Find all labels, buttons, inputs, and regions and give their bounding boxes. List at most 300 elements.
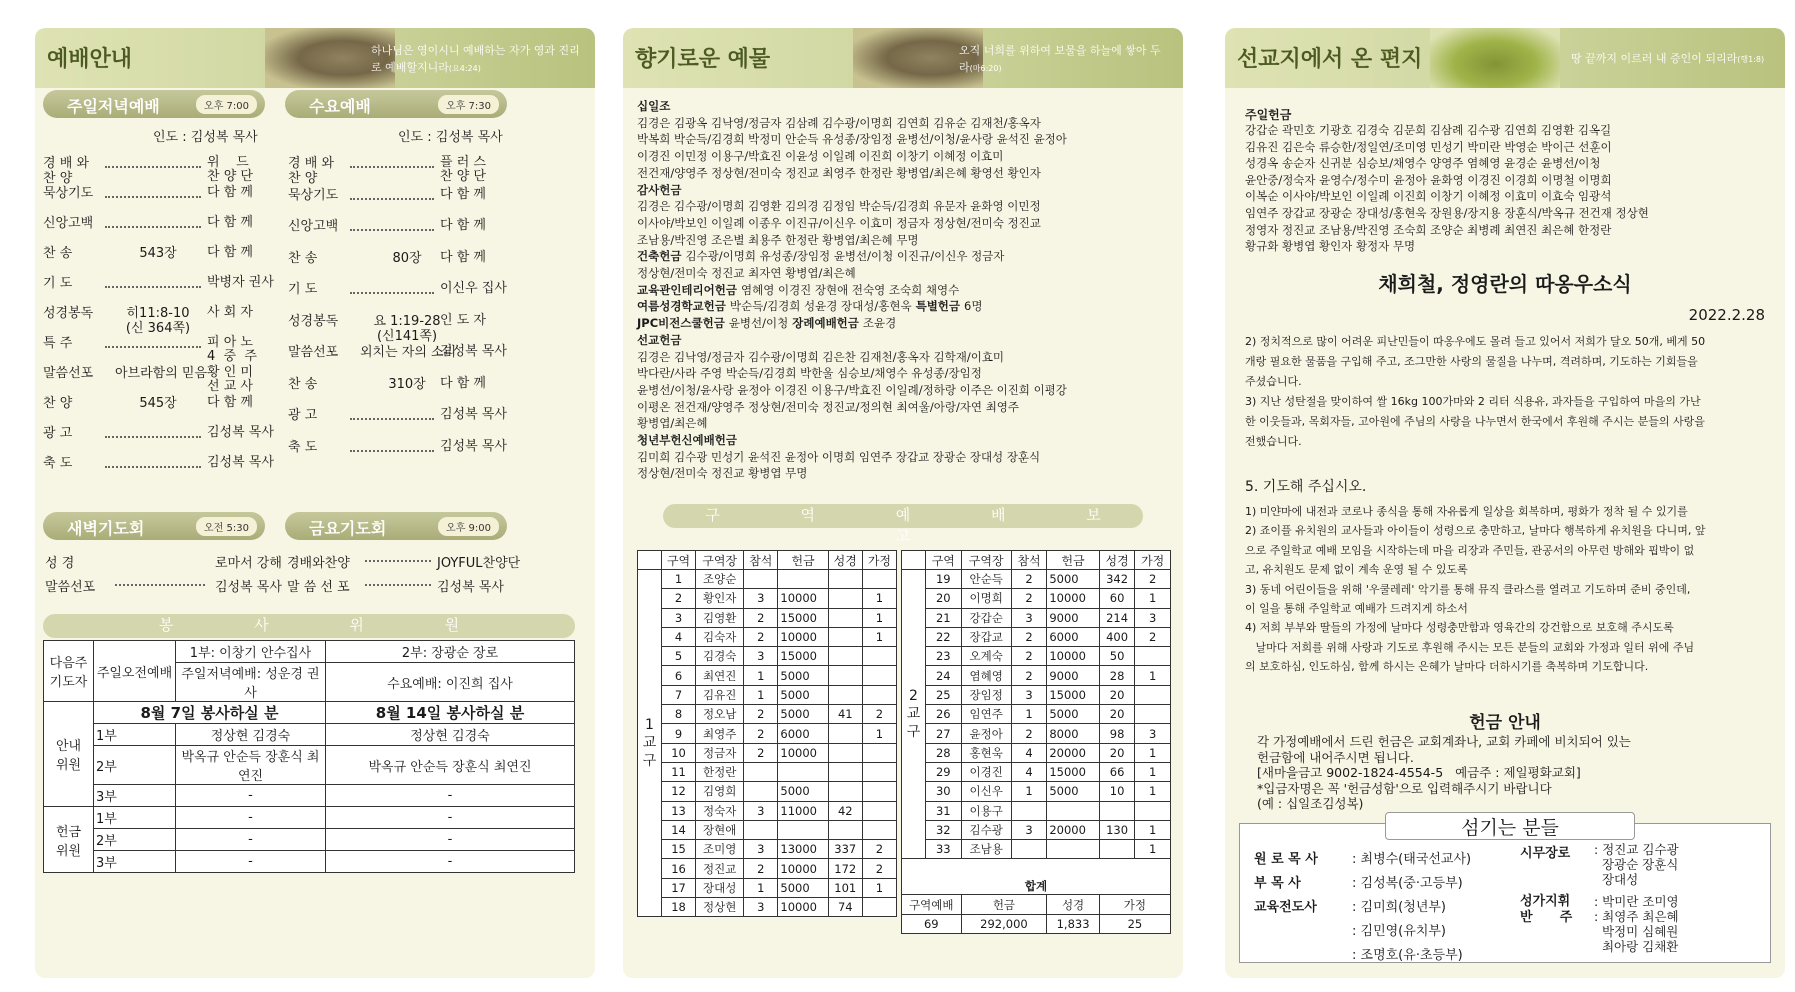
leader-dots xyxy=(105,190,201,198)
table-cell: 장대성 xyxy=(696,878,744,897)
offering-names: 이복순 이사야/박보인 이일례 이진희 이창기 이혜정 이효미 이효숙 임광석 xyxy=(1245,189,1612,204)
sunday-morning-label: 주일오전예배 xyxy=(94,641,176,702)
table-cell: 1 xyxy=(862,724,896,743)
server-role: 시무장로 xyxy=(1520,846,1571,861)
order-item-leader: 박병자 권사 xyxy=(207,275,274,290)
offering-line xyxy=(637,382,1177,399)
part1-prayer: 1부: 이창기 안수집사 xyxy=(176,641,326,663)
leader-dots xyxy=(350,412,434,420)
table-cell: 김유진 xyxy=(696,685,744,704)
news-body xyxy=(1245,332,1705,452)
table-cell: 홍현욱 xyxy=(961,743,1011,762)
empty-cell: - xyxy=(326,829,575,851)
table-cell: 김경숙 xyxy=(696,647,744,666)
server-name: : 김민영(유치부) xyxy=(1352,924,1447,939)
panel-title: 선교지에서 온 편지 xyxy=(1237,47,1423,72)
part-label: 3부 xyxy=(94,851,176,873)
dawn-prayer-pill xyxy=(43,512,265,540)
order-item-label: 묵상기도 xyxy=(43,186,94,201)
usher-names: 박옥규 안순득 장훈식 최연진 xyxy=(326,746,575,785)
table-cell: 안순득 xyxy=(961,570,1011,589)
table-cell: 김영희 xyxy=(696,782,744,801)
table-cell: 18 xyxy=(662,898,696,917)
leader-dots xyxy=(105,280,201,288)
table-cell: 15000 xyxy=(778,647,828,666)
order-item-leader: 다 함 께 xyxy=(207,395,253,410)
guide-line: *입금자명은 꼭 '헌금성함'으로 입력해주시기 바랍니다 xyxy=(1257,780,1552,796)
table-cell: 1 xyxy=(862,608,896,627)
news-title: 채희철, 정영란의 따옹우소식 xyxy=(1378,272,1632,296)
table-cell: 20 xyxy=(1099,743,1135,762)
offering-line xyxy=(637,198,1177,215)
district-report-table-1 xyxy=(637,550,897,917)
table-cell: 1 xyxy=(1135,666,1171,685)
section-time: 오전 5:30 xyxy=(196,517,257,536)
offering-names: 황병엽/최은혜 xyxy=(637,416,708,431)
table-cell: 1 xyxy=(1135,589,1171,608)
order-item-label: 성경봉독 xyxy=(43,306,94,321)
offering-names: 김유진 김은숙 류승한/정일연/조미영 민성기 박미란 박영순 박이근 선훈이 xyxy=(1245,139,1612,154)
order-item-leader: 다 함 께 xyxy=(440,186,486,202)
prayer-body xyxy=(1245,502,1706,677)
offering-line xyxy=(637,365,1177,382)
order-item-leader: 김성복 목사 xyxy=(207,455,274,470)
table-row xyxy=(638,782,897,801)
part-label: 2부 xyxy=(94,746,176,785)
leader-dots xyxy=(105,460,201,468)
total-value: 25 xyxy=(1099,914,1170,933)
table-cell: 19 xyxy=(926,570,962,589)
table-cell: 21 xyxy=(926,608,962,627)
table-cell: 정금자 xyxy=(696,743,744,762)
empty-cell: - xyxy=(326,851,575,873)
group-header xyxy=(902,551,926,570)
offering-names: 김경은 김광옥 김낙영/정금자 김삼례 김수광/이명희 김연희 김유순 김재천/홍옥자 xyxy=(637,115,1041,130)
table-cell: 10000 xyxy=(778,743,828,762)
offering-heading: 장례예배헌금 xyxy=(788,316,863,331)
leader-dots xyxy=(105,160,201,168)
table-cell: 31 xyxy=(926,801,962,820)
table-row xyxy=(902,589,1171,608)
news-date: 2022.2.28 xyxy=(1688,306,1765,324)
offering-names: 이평온 전건재/양영주 정상현/전미숙 정진교/정의현 최여울/아랑/자연 최영주 xyxy=(637,399,1020,414)
leader-line: 인도 : 김성복 목사 xyxy=(398,130,503,145)
usher-label: 안내 위원 xyxy=(44,702,94,807)
server-name: : 최병수(태국선교사) xyxy=(1352,852,1472,867)
table-row xyxy=(638,724,897,743)
guide-line: (예 : 십일조김성복) xyxy=(1257,796,1364,812)
table-row xyxy=(638,589,897,608)
prayer-line: 고, 유치원도 문제 없이 계속 운영 될 수 있도록 xyxy=(1245,563,1468,577)
order-item-leader: 황 인 미 선 교 사 xyxy=(207,365,253,394)
news-line: 한 이웃들과, 목회자들, 고아원에 주님의 사랑을 나누면서 한국에서 후원해 주시는 분들의 사랑을 xyxy=(1245,415,1705,428)
table-cell: 25 xyxy=(926,685,962,704)
table-row xyxy=(638,801,897,820)
table-cell: 8 xyxy=(662,705,696,724)
order-item-label: 찬 양 xyxy=(43,396,73,411)
friday-value: 김성복 목사 xyxy=(437,580,504,595)
prayer-line: 2) 죠이플 유치원의 교사들과 아이들이 성령으로 충만하고, 날마다 행복하게 유치원을 다니며, 앞 xyxy=(1245,524,1706,538)
leader-dots xyxy=(365,554,431,562)
table-cell: 5000 xyxy=(1047,570,1099,589)
section-time: 오후 7:00 xyxy=(196,95,257,114)
table-cell: 1 xyxy=(744,685,778,704)
table-cell: 130 xyxy=(1099,820,1135,839)
order-item-leader: 김성복 목사 xyxy=(440,438,507,454)
leader-dots xyxy=(105,220,201,228)
table-cell xyxy=(862,647,896,666)
order-item-detail: 543장 xyxy=(139,246,177,261)
header-verse: 하나님은 영이시니 예배하는 자가 영과 진리로 예배할지니라(요4:24) xyxy=(371,44,580,74)
offering-names: 정영자 정진교 조남용/박진영 조숙희 조양순 최병례 최연진 최은혜 한정란 xyxy=(1245,222,1612,237)
part2-prayer: 2부: 장광순 장로 xyxy=(326,641,575,663)
table-cell: 20000 xyxy=(1047,820,1099,839)
offering-line xyxy=(637,349,1177,366)
offerings-header xyxy=(623,28,1183,88)
table-cell: 4 xyxy=(662,627,696,646)
guide-line: 각 가정예배에서 드린 헌금은 교회계좌나, 교회 카페에 비치되어 있는 xyxy=(1257,734,1631,749)
order-item-label: 경 배 와 찬 양 xyxy=(43,156,89,186)
table-header-row xyxy=(638,551,897,570)
table-cell xyxy=(778,570,828,589)
news-line: 3) 지난 성탄절을 맞이하여 쌀 16kg 100가마와 2 리터 식용유, 과자들을 구입하여 마을의 가난 xyxy=(1245,395,1701,408)
empty-cell: - xyxy=(176,807,326,829)
offering-committee-label: 헌금 위원 xyxy=(44,807,94,873)
order-item-leader: 피 아 노 4 중 주 xyxy=(207,335,257,364)
table-cell: 한정란 xyxy=(696,762,744,781)
table-cell: 15 xyxy=(662,840,696,859)
table-cell: 20 xyxy=(926,589,962,608)
table-cell: 28 xyxy=(1099,666,1135,685)
offering-names: 정상현/전미숙 정진교 황병엽 무명 xyxy=(637,466,808,481)
table-cell: 27 xyxy=(926,724,962,743)
offering-heading: 건축헌금 xyxy=(637,249,686,264)
table-cell xyxy=(1047,840,1099,859)
table-cell: 2 xyxy=(1135,627,1171,646)
table-cell: 1 xyxy=(862,589,896,608)
offering-line xyxy=(637,232,1177,249)
offering-names: 임연주 장갑교 장광순 장대성/홍현욱 장원용/장지용 장훈식/박옥규 전건재 정상현 xyxy=(1245,205,1649,220)
table-cell xyxy=(862,685,896,704)
table-cell: 10000 xyxy=(1047,647,1099,666)
news-line: 주셨습니다. xyxy=(1245,375,1302,388)
district-report-table-2 xyxy=(901,550,1171,934)
table-cell: 5000 xyxy=(778,666,828,685)
table-cell: 50 xyxy=(1099,647,1135,666)
table-cell: 9 xyxy=(662,724,696,743)
table-cell: 10000 xyxy=(1047,589,1099,608)
column-header: 헌금 xyxy=(778,551,828,570)
friday-label: 경배와찬양 xyxy=(287,556,350,571)
offering-heading: 선교헌금 xyxy=(637,332,682,347)
table-cell: 3 xyxy=(1135,724,1171,743)
offering-names: 김경은 김낙영/정금자 김수광/이명희 김은찬 김재천/홍옥자 김학재/이효미 xyxy=(637,349,1005,364)
offering-heading: 교육관인테리어헌금 xyxy=(637,282,741,297)
column-header: 구역 xyxy=(662,551,696,570)
order-item-leader: 인 도 자 xyxy=(440,312,486,328)
table-cell: 최연진 xyxy=(696,666,744,685)
section-title: 수요예배 xyxy=(309,97,371,116)
table-cell: 3 xyxy=(744,801,778,820)
leader-dots xyxy=(350,223,434,231)
table-cell: 1 xyxy=(1135,840,1171,859)
table-cell: 400 xyxy=(1099,627,1135,646)
table-cell: 이명희 xyxy=(961,589,1011,608)
table-cell: 172 xyxy=(828,859,862,878)
table-cell: 2 xyxy=(744,627,778,646)
table-cell: 5000 xyxy=(778,878,828,897)
table-cell: 5 xyxy=(662,647,696,666)
table-cell: 15000 xyxy=(778,608,828,627)
table-cell: 2 xyxy=(662,589,696,608)
total-header: 성경 xyxy=(1047,895,1099,914)
table-cell: 강갑순 xyxy=(961,608,1011,627)
servers-title: 섬기는 분들 xyxy=(1385,812,1635,840)
table-row xyxy=(638,898,897,917)
empty-cell: - xyxy=(176,851,326,873)
table-cell xyxy=(744,820,778,839)
table-cell xyxy=(828,724,862,743)
table-cell: 염혜영 xyxy=(961,666,1011,685)
column-header: 구역장 xyxy=(961,551,1011,570)
wednesday-pill xyxy=(285,90,507,118)
friday-value: JOYFUL찬양단 xyxy=(437,556,521,571)
table-cell: 이경진 xyxy=(961,762,1011,781)
table-cell xyxy=(744,762,778,781)
service-committee-table xyxy=(43,640,575,873)
table-cell: 10000 xyxy=(778,859,828,878)
offering-line xyxy=(637,98,1177,115)
dawn-label: 성 경 xyxy=(45,556,75,571)
part-label: 1부 xyxy=(94,724,176,746)
table-cell: 101 xyxy=(828,878,862,897)
table-cell: 정오남 xyxy=(696,705,744,724)
mission-letter-header xyxy=(1225,28,1785,88)
table-cell: 3 xyxy=(662,608,696,627)
worship-info-panel xyxy=(35,28,595,978)
table-cell: 11 xyxy=(662,762,696,781)
order-item-detail: 요 1:19-28 (신141쪽) xyxy=(373,313,441,344)
table-cell: 조양순 xyxy=(696,570,744,589)
table-cell xyxy=(828,820,862,839)
leader-dots xyxy=(350,160,434,168)
leader-dots xyxy=(105,430,201,438)
table-cell: 26 xyxy=(926,705,962,724)
friday-prayer-pill xyxy=(285,512,507,540)
total-header: 가정 xyxy=(1099,895,1170,914)
order-item-label: 성경봉독 xyxy=(288,313,339,329)
group-label: 2 교 구 xyxy=(902,570,926,859)
table-cell: 정상현 xyxy=(696,898,744,917)
offering-names: 6명 xyxy=(964,299,983,314)
table-row xyxy=(902,666,1171,685)
table-cell: 2 xyxy=(1011,570,1047,589)
table-cell: 33 xyxy=(926,840,962,859)
offering-list xyxy=(637,98,1177,482)
order-item-label: 신앙고백 xyxy=(43,216,94,231)
table-cell: 15000 xyxy=(1047,762,1099,781)
table-cell: 20000 xyxy=(1047,743,1099,762)
order-item-leader: 이신우 집사 xyxy=(440,281,507,296)
table-cell: 2 xyxy=(862,840,896,859)
table-cell: 6000 xyxy=(1047,627,1099,646)
table-row xyxy=(638,820,897,839)
leader-dots xyxy=(350,192,434,200)
table-cell: 장현애 xyxy=(696,820,744,839)
table-row xyxy=(638,743,897,762)
table-cell xyxy=(828,762,862,781)
table-cell xyxy=(828,685,862,704)
table-cell: 337 xyxy=(828,840,862,859)
table-cell xyxy=(862,898,896,917)
table-cell: 3 xyxy=(744,898,778,917)
empty-cell: - xyxy=(326,785,575,807)
order-item-detail: 외치는 자의 소리 xyxy=(360,345,457,360)
order-item-label: 축 도 xyxy=(288,439,318,455)
section-title: 새벽기도회 xyxy=(67,519,145,538)
table-cell xyxy=(1135,801,1171,820)
server-name: : 박미란 조미영 : 최영주 최은혜 박정미 심혜원 최아랑 김채환 xyxy=(1594,894,1679,954)
table-cell xyxy=(828,627,862,646)
prayer-line: 으로 주일학교 예배 모임을 시작하는데 마을 리장과 주민들, 관공서의 아무런 방해와 핍박이 없 xyxy=(1245,543,1695,557)
panel-title: 예배안내 xyxy=(47,47,133,72)
offering-line xyxy=(637,248,1177,265)
order-item-leader: 김성복 목사 xyxy=(440,344,507,359)
news-line: 2) 정치적으로 많이 어려운 피난민들이 따옹우에도 몰려 들고 있어서 저희가 달오 50개, 베게 50 xyxy=(1245,335,1706,348)
district-report-band: 구 역 예 배 보 고 xyxy=(663,504,1143,528)
table-cell: 1 xyxy=(1135,743,1171,762)
prayer-line: 4) 저희 부부와 딸들의 가정에 날마다 성령충만함과 영육간의 강건함으로 보호해 주시도록 xyxy=(1245,621,1674,635)
table-row xyxy=(902,782,1171,801)
table-cell: 2 xyxy=(744,724,778,743)
table-cell: 이용구 xyxy=(961,801,1011,820)
offering-names: 박복희 박순득/김경희 박정미 안순득 유성종/장임정 윤병선/이청/윤사랑 윤석진 윤정아 xyxy=(637,132,1067,147)
offering-names: 성경옥 송순자 신귀분 심승보/채영수 양영주 염혜영 윤경순 윤병선/이청 xyxy=(1245,156,1601,171)
total-value: 292,000 xyxy=(961,914,1047,933)
order-item-detail: 아브라함의 믿음 xyxy=(115,366,208,381)
table-cell xyxy=(828,666,862,685)
table-cell: 5000 xyxy=(778,685,828,704)
section-time: 오후 9:00 xyxy=(438,517,499,536)
server-role: 원 로 목 사 xyxy=(1254,852,1318,867)
sunday-offering-list xyxy=(1245,122,1649,255)
order-item-label: 묵상기도 xyxy=(288,187,339,203)
prayer-line: 날마다 저희를 위해 사랑과 기도로 후원해 주시는 모든 분들의 교회와 가정과 일터 위에 주님 xyxy=(1245,640,1695,654)
table-cell: 8000 xyxy=(1047,724,1099,743)
table-cell xyxy=(1135,647,1171,666)
group-label: 1 교 구 xyxy=(638,570,662,917)
leader-dots xyxy=(350,444,434,452)
order-item-label: 말씀선포 xyxy=(288,345,339,360)
table-cell: 9000 xyxy=(1047,666,1099,685)
table-cell: 3 xyxy=(1011,685,1047,704)
table-row xyxy=(638,762,897,781)
table-cell: 4 xyxy=(1011,743,1047,762)
table-row xyxy=(902,762,1171,781)
order-item-label: 광 고 xyxy=(288,408,318,423)
offering-names: 김경은 김수광/이명희 김영환 김의경 김정임 박순득/김경희 유문자 윤화영 이민정 xyxy=(637,199,1041,214)
order-item-label: 기 도 xyxy=(43,276,73,291)
table-cell: 11000 xyxy=(778,801,828,820)
table-cell xyxy=(1099,801,1135,820)
table-cell: 1 xyxy=(1135,782,1171,801)
table-cell: 7 xyxy=(662,685,696,704)
offering-names: 윤안중/정숙자 윤영수/정수미 윤정아 윤화영 이경진 이경희 이명철 이명희 xyxy=(1245,172,1612,187)
table-cell: 윤정아 xyxy=(961,724,1011,743)
dawn-label: 말씀선포 xyxy=(45,580,96,595)
news-line: 개랑 필요한 물품을 구입해 주고, 조그만한 사랑의 물질을 나누며, 격려하며, 기도하는 기회들을 xyxy=(1245,355,1698,368)
offering-line xyxy=(637,432,1177,449)
table-row xyxy=(902,570,1171,589)
mission-letter-panel xyxy=(1225,28,1785,978)
table-cell: 9000 xyxy=(1047,608,1099,627)
order-item-label: 말씀선포 xyxy=(43,366,94,381)
order-item-leader: 사 회 자 xyxy=(207,305,253,320)
leader-dots xyxy=(365,578,431,586)
table-cell: 조미영 xyxy=(696,840,744,859)
table-cell xyxy=(1011,801,1047,820)
offering-line xyxy=(637,332,1177,349)
table-cell xyxy=(862,782,896,801)
total-value: 1,833 xyxy=(1047,914,1099,933)
table-cell xyxy=(1099,840,1135,859)
order-item-leader: 다 함 께 xyxy=(207,215,253,230)
server-name: : 조명호(유·초등부) xyxy=(1352,948,1463,963)
part-label: 3부 xyxy=(94,785,176,807)
column-header: 참석 xyxy=(1011,551,1047,570)
table-cell: 김숙자 xyxy=(696,627,744,646)
table-cell: 2 xyxy=(862,859,896,878)
prayer-line: 의 보호하심, 인도하심, 함께 하시는 은혜가 날마다 더하시기를 축복하며 기도합니다. xyxy=(1245,660,1649,674)
table-row xyxy=(902,608,1171,627)
service-committee-band: 봉 사 위 원 xyxy=(43,614,575,638)
offering-line xyxy=(637,182,1177,199)
table-cell: 24 xyxy=(926,666,962,685)
offering-names: 정상현/전미숙 정진교 최자연 황병엽/최은혜 xyxy=(637,266,856,281)
wednesday-prayer: 수요예배: 이진희 집사 xyxy=(326,663,575,702)
table-cell: 342 xyxy=(1099,570,1135,589)
panel-title: 향기로운 예물 xyxy=(635,47,771,72)
table-row xyxy=(902,743,1171,762)
table-cell: 29 xyxy=(926,762,962,781)
table-cell: 13 xyxy=(662,801,696,820)
section-time: 오후 7:30 xyxy=(438,95,499,114)
order-item-detail: 310장 xyxy=(388,376,426,392)
offering-line xyxy=(637,115,1177,132)
table-cell xyxy=(828,782,862,801)
table-cell: 김영환 xyxy=(696,608,744,627)
order-item-detail: 80장 xyxy=(392,250,422,266)
table-cell: 2 xyxy=(1011,647,1047,666)
table-cell: 2 xyxy=(744,859,778,878)
table-cell: 3 xyxy=(1135,608,1171,627)
usher-names: 정상현 김경숙 xyxy=(326,724,575,746)
column-header: 성경 xyxy=(1099,551,1135,570)
table-cell: 1 xyxy=(1135,820,1171,839)
order-item-label: 기 도 xyxy=(288,282,318,297)
table-row xyxy=(902,627,1171,646)
table-cell: 3 xyxy=(744,647,778,666)
friday-label: 말 씀 선 포 xyxy=(287,580,350,595)
table-cell: 3 xyxy=(744,589,778,608)
table-cell: 5000 xyxy=(1047,782,1099,801)
offering-line xyxy=(637,131,1177,148)
header-verse: 땅 끝까지 이르러 내 증인이 되리라(행1:8) xyxy=(1571,52,1765,65)
table-row xyxy=(638,608,897,627)
order-item-detail: 히11:8-10 (신 364쪽) xyxy=(125,306,191,336)
leader-dots xyxy=(105,340,201,348)
offering-names: 염혜영 이경진 장현애 전숙영 조숙희 채영수 xyxy=(740,282,960,297)
